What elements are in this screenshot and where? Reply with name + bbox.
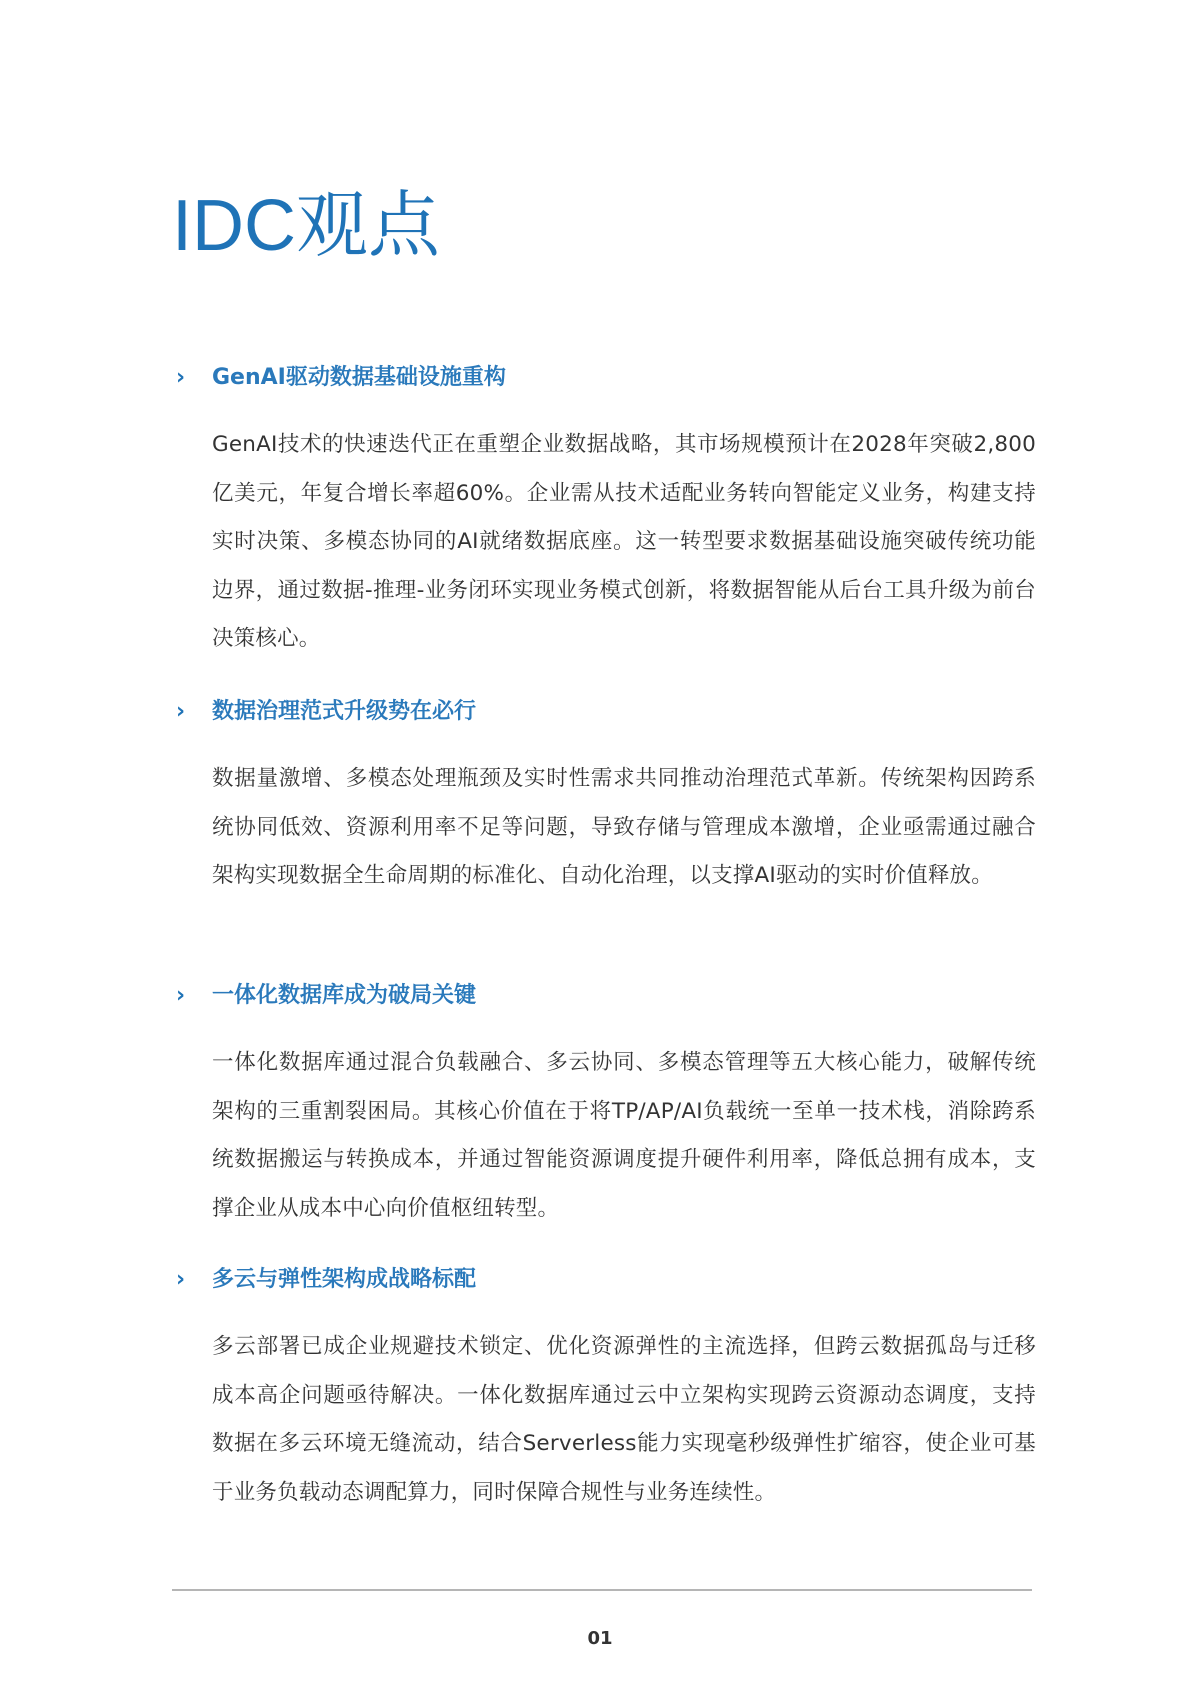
section-heading — [176, 361, 1036, 395]
section-multicloud-elastic — [176, 1263, 1036, 1517]
page-title: IDC观点 — [172, 186, 440, 266]
chevron-right-icon: › — [176, 983, 186, 1008]
section-heading-text: 数据治理范式升级势在必行 — [212, 699, 477, 724]
section-genai-infrastructure — [176, 361, 1036, 664]
section-heading — [176, 1263, 1036, 1297]
section-heading — [176, 979, 1036, 1013]
chevron-right-icon: › — [176, 1267, 186, 1292]
footer-divider — [172, 1589, 1032, 1591]
chevron-right-icon: › — [176, 365, 186, 390]
section-body: 数据量激增、多模态处理瓶颈及实时性需求共同推动治理范式革新。传统架构因跨系统协同低效、资源利用率不足等问题，导致存储与管理成本激增，企业亟需通过融合架构实现数据全生命周期的标准化、自动化治理，以支撑AI驱动的实时价值释放。 — [212, 766, 1036, 888]
section-heading-text: 一体化数据库成为破局关键 — [212, 983, 477, 1008]
section-heading-text: 多云与弹性架构成战略标配 — [212, 1267, 477, 1292]
section-body: GenAI技术的快速迭代正在重塑企业数据战略，其市场规模预计在2028年突破2,800亿美元，年复合增长率超60%。企业需从技术适配业务转向智能定义业务，构建支持实时决策、多模态协同的AI就绪数据底座。这一转型要求数据基础设施突破传统功能边界，通过数据-推理-业务闭环实现业务模式创新，将数据智能从后台工具升级为前台决策核心。 — [212, 432, 1036, 651]
section-body: 一体化数据库通过混合负载融合、多云协同、多模态管理等五大核心能力，破解传统架构的三重割裂困局。其核心价值在于将TP/AP/AI负载统一至单一技术栈，消除跨系统数据搬运与转换成本，并通过智能资源调度提升硬件利用率，降低总拥有成本，支撑企业从成本中心向价值枢纽转型。 — [212, 1050, 1036, 1221]
section-unified-database — [176, 979, 1036, 1233]
section-body: 多云部署已成企业规避技术锁定、优化资源弹性的主流选择，但跨云数据孤岛与迁移成本高企问题亟待解决。一体化数据库通过云中立架构实现跨云资源动态调度，支持数据在多云环境无缝流动，结合Serverless能力实现毫秒级弹性扩缩容，使企业可基于业务负载动态调配算力，同时保障合规性与业务连续性。 — [212, 1334, 1036, 1505]
chevron-right-icon: › — [176, 699, 186, 724]
section-heading-text: GenAI驱动数据基础设施重构 — [212, 365, 506, 390]
section-data-governance — [176, 695, 1036, 901]
page-number: 01 — [587, 1628, 613, 1649]
section-heading — [176, 695, 1036, 729]
